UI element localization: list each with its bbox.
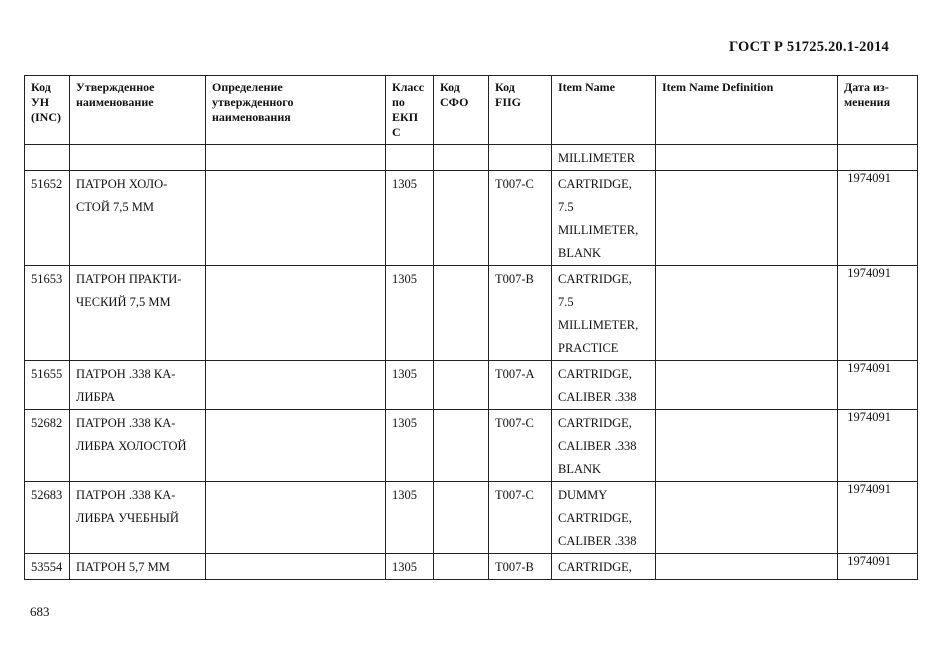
cell-class: 1305 (386, 482, 434, 554)
cell-item-def (656, 361, 838, 410)
table-row-continuation (25, 145, 918, 171)
cell-code: 51653 (25, 266, 70, 361)
cell-item-def (656, 171, 838, 266)
cell-class: 1305 (386, 554, 434, 580)
cell-sfo (434, 266, 489, 361)
cell-item-def (656, 145, 838, 171)
cell-definition (206, 410, 386, 482)
cell-name: ПАТРОН .338 КА- ЛИБРА ХОЛОСТОЙ (70, 410, 206, 482)
table-header-row (25, 76, 918, 145)
cell-code: 52682 (25, 410, 70, 482)
cell-fiig: T007-C (489, 410, 552, 482)
col-header-sfo: Код СФО (434, 76, 489, 145)
cell-name: ПАТРОН .338 КА- ЛИБРА УЧЕБНЫЙ (70, 482, 206, 554)
cell-class: 1305 (386, 171, 434, 266)
col-header-date: Дата из- менения (838, 76, 918, 145)
cell-code: 53554 (25, 554, 70, 580)
cell-date: 1974091 (838, 171, 918, 266)
cell-item-def (656, 266, 838, 361)
cell-fiig: T007-B (489, 266, 552, 361)
cell-class (386, 145, 434, 171)
col-header-code: Код УН (INC) (25, 76, 70, 145)
cell-definition (206, 145, 386, 171)
cell-fiig: T007-B (489, 554, 552, 580)
col-header-fiig: Код FIIG (489, 76, 552, 145)
cell-fiig: T007-C (489, 482, 552, 554)
cell-code: 51652 (25, 171, 70, 266)
catalog-table (24, 75, 918, 580)
document-code: ГОСТ Р 51725.20.1-2014 (728, 39, 889, 55)
table-row (25, 410, 918, 482)
table-row (25, 554, 918, 580)
cell-item-name: CARTRIDGE, 7.5 MILLIMETER, PRACTICE (552, 266, 656, 361)
cell-sfo (434, 554, 489, 580)
cell-fiig: T007-A (489, 361, 552, 410)
cell-item-name: CARTRIDGE, 7.5 MILLIMETER, BLANK (552, 171, 656, 266)
cell-name: ПАТРОН ПРАКТИ- ЧЕСКИЙ 7,5 ММ (70, 266, 206, 361)
cell-name: ПАТРОН .338 КА- ЛИБРА (70, 361, 206, 410)
cell-item-def (656, 410, 838, 482)
table-row (25, 361, 918, 410)
cell-date: 1974091 (838, 482, 918, 554)
cell-sfo (434, 145, 489, 171)
cell-code: 51655 (25, 361, 70, 410)
cell-date: 1974091 (838, 266, 918, 361)
cell-item-name: CARTRIDGE, (552, 554, 656, 580)
cell-item-def (656, 554, 838, 580)
cell-name (70, 145, 206, 171)
cell-fiig (489, 145, 552, 171)
cell-definition (206, 171, 386, 266)
cell-definition (206, 361, 386, 410)
cell-class: 1305 (386, 410, 434, 482)
table-row (25, 482, 918, 554)
cell-sfo (434, 171, 489, 266)
col-header-item-name: Item Name (552, 76, 656, 145)
cell-name: ПАТРОН 5,7 ММ (70, 554, 206, 580)
cell-date: 1974091 (838, 554, 918, 580)
cell-date: 1974091 (838, 361, 918, 410)
cell-sfo (434, 361, 489, 410)
cell-code (25, 145, 70, 171)
cell-code: 52683 (25, 482, 70, 554)
table-row (25, 266, 918, 361)
cell-date: 1974091 (838, 410, 918, 482)
col-header-item-def: Item Name Definition (656, 76, 838, 145)
col-header-definition: Определение утвержденного наименования (206, 76, 386, 145)
cell-definition (206, 266, 386, 361)
table-row (25, 171, 918, 266)
cell-item-name: DUMMY CARTRIDGE, CALIBER .338 (552, 482, 656, 554)
cell-class: 1305 (386, 266, 434, 361)
cell-item-name: MILLIMETER (552, 145, 656, 171)
cell-name: ПАТРОН ХОЛО- СТОЙ 7,5 ММ (70, 171, 206, 266)
cell-sfo (434, 482, 489, 554)
cell-item-def (656, 482, 838, 554)
cell-sfo (434, 410, 489, 482)
col-header-name: Утвержденное наименование (70, 76, 206, 145)
cell-definition (206, 554, 386, 580)
cell-definition (206, 482, 386, 554)
cell-class: 1305 (386, 361, 434, 410)
page-number: 683 (30, 604, 50, 619)
cell-item-name: CARTRIDGE, CALIBER .338 (552, 361, 656, 410)
cell-item-name: CARTRIDGE, CALIBER .338 BLANK (552, 410, 656, 482)
cell-fiig: T007-C (489, 171, 552, 266)
col-header-class: Класс по ЕКП С (386, 76, 434, 145)
cell-date (838, 145, 918, 171)
